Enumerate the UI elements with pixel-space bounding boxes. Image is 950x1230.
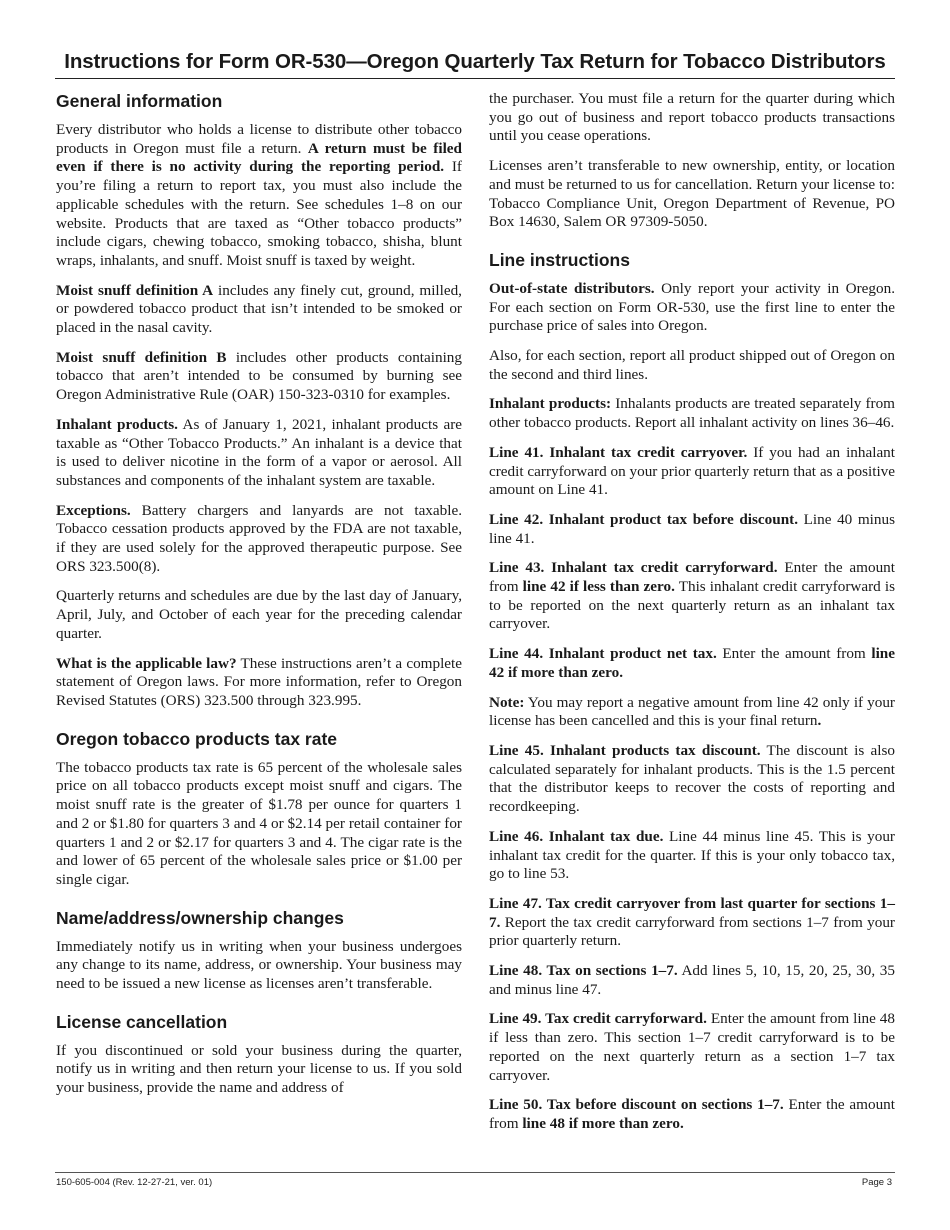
general-information-paragraph: Every distributor who holds a license to distribute other tobacco products in Oregon must file a return. A return must be filed even if there is no activity during the reporting period. If you’re filing a return to report tax, you must also include the applicable schedules with the return. See schedules 1–8 on our website. Products that are taxed as “Other tobacco products” include cigars, chewing tobacco, smoking tobacco, shisha, blunt wraps, inhalants, and snuff. Moist snuff is taxed by weight. <box>56 121 462 269</box>
general-information-heading: General information <box>56 91 223 111</box>
line-49-paragraph: Line 49. Tax credit carryforward. Enter the amount from line 48 if less than zero. This section 1–7 credit carryforward is to be reported on the next quarterly return as a section 1–7 tax carryover. <box>489 1010 895 1084</box>
exceptions-paragraph: Exceptions. Battery chargers and lanyards are not taxable. Tobacco cessation products approved by the FDA are not taxable, if they are used solely for the approved therapeutic purpose. See ORS 323.500(8). <box>56 501 462 575</box>
cancellation-continued-paragraph: the purchaser. You must file a return for the quarter during which you go out of business and report tobacco products transactions until you cease operations. <box>489 90 895 145</box>
applicable-law-paragraph: What is the applicable law? These instructions aren’t a complete statement of Oregon laws. For more information, refer to Oregon Revised Statutes (ORS) 323.500 through 323.995. <box>56 654 462 709</box>
line-41-paragraph: Line 41. Inhalant tax credit carryover. If you had an inhalant credit carryforward on your prior quarterly return that as a positive amount on Line 41. <box>489 443 895 499</box>
ownership-changes-paragraph: Immediately notify us in writing when your business undergoes any change to its name, address, or ownership. Your business may need to be issued a new license as licenses aren’t transferable. <box>56 937 462 993</box>
line-44-paragraph: Line 44. Inhalant product net tax. Enter the amount from line 42 if more than zero. <box>489 645 895 681</box>
line-47-paragraph: Line 47. Tax credit carryover from last quarter for sections 1–7. Report the tax credit carryforward from sections 1–7 from your prior quarterly return. <box>489 894 895 950</box>
line-instructions-heading: Line instructions <box>489 249 630 270</box>
tax-rate-heading: Oregon tobacco products tax rate <box>56 728 338 749</box>
ownership-changes-heading: Name/address/ownership changes <box>56 907 344 928</box>
license-cancellation-paragraph: If you discontinued or sold your business during the quarter, notify us in writing and then return your license to us. If you sold your business, provide the name and address of <box>56 1041 462 1097</box>
inhalant-products-paragraph: Inhalant products. As of January 1, 2021, inhalant products are taxable as “Other Tobacco Products.” An inhalant is a device that is used to deliver nicotine in the form of a vapor or aerosol. All substances and components of the inhalant system are taxable. <box>56 415 462 489</box>
page-number: Page 3 <box>861 1177 892 1188</box>
line-48-paragraph: Line 48. Tax on sections 1–7. Add lines 5, 10, 15, 20, 25, 30, 35 and minus line 47. <box>489 962 895 998</box>
line-42-paragraph: Line 42. Inhalant product tax before discount. Line 40 minus line 41. <box>489 510 895 547</box>
line-43-paragraph: Line 43. Inhalant tax credit carryforward. Enter the amount from line 42 if less than zero. This inhalant credit carryforward is to be reported on the next quarterly return as an inhalant tax carryover. <box>489 559 895 633</box>
form-number: 150-605-004 (Rev. 12-27-21, ver. 01) <box>56 1177 213 1188</box>
title-divider <box>55 78 895 79</box>
moist-snuff-b-paragraph: Moist snuff definition B includes other products containing tobacco that aren’t intended to be consumed by burning see Oregon Administrative Rule (OAR) 150-323-0310 for examples. <box>56 348 462 404</box>
right-column <box>489 90 895 1145</box>
line-45-paragraph: Line 45. Inhalant products tax discount. The discount is also calculated separately for inhalant products. This is the 1.5 percent that the distributor keeps to recover the costs of reporting and recordkeeping. <box>489 741 896 816</box>
inhalant-instructions-paragraph: Inhalant products: Inhalants products are treated separately from other tobacco products. Report all inhalant activity on lines 36–46. <box>489 395 895 432</box>
note-paragraph: Note: You may report a negative amount from line 42 only if your license has been cancelled and this is your final return. <box>489 693 895 730</box>
license-cancellation-heading: License cancellation <box>56 1011 228 1032</box>
line-46-paragraph: Line 46. Inhalant tax due. Line 44 minus line 45. This is your inhalant tax credit for the quarter. If this is your only tobacco tax, go to line 53. <box>489 827 895 883</box>
quarterly-returns-paragraph: Quarterly returns and schedules are due by the last day of January, April, July, and October of each year for the preceding calendar quarter. <box>56 587 462 642</box>
left-column <box>56 90 462 1109</box>
footer-divider <box>55 1172 895 1173</box>
moist-snuff-a-paragraph: Moist snuff definition A includes any finely cut, ground, milled, or powdered tobacco product that isn’t intended to be smoked or placed in the nasal cavity. <box>56 281 462 337</box>
line-50-paragraph: Line 50. Tax before discount on sections 1–7. Enter the amount from line 48 if more than zero. <box>489 1096 895 1132</box>
out-of-state-paragraph: Out-of-state distributors. Only report your activity in Oregon. For each section on Form OR-530, use the first line to enter the purchase price of sales into Oregon. <box>489 279 896 335</box>
shipped-out-paragraph: Also, for each section, report all product shipped out of Oregon on the second and third lines. <box>489 347 895 383</box>
licenses-return-paragraph: Licenses aren’t transferable to new ownership, entity, or location and must be returned to us for cancellation. Return your license to: Tobacco Compliance Unit, Oregon Department of Revenue, PO Box 14630, Salem OR 97309-5050. <box>489 157 895 231</box>
tax-rate-paragraph: The tobacco products tax rate is 65 percent of the wholesale sales price on all tobacco products except moist snuff and cigars. The moist snuff rate is the greater of $1.78 per ounce for quarters 1 and 2 or $1.80 for quarters 3 and 4 or $2.14 per retail container for quarters 1 and 2 or $2.17 for quarters 3 and 4. The cigar rate is the and lower of 65 percent of the wholesale sales price or $1.00 per single cigar. <box>56 758 462 888</box>
page-title: Instructions for Form OR-530—Oregon Quarterly Tax Return for Tobacco Distributors <box>64 50 886 73</box>
